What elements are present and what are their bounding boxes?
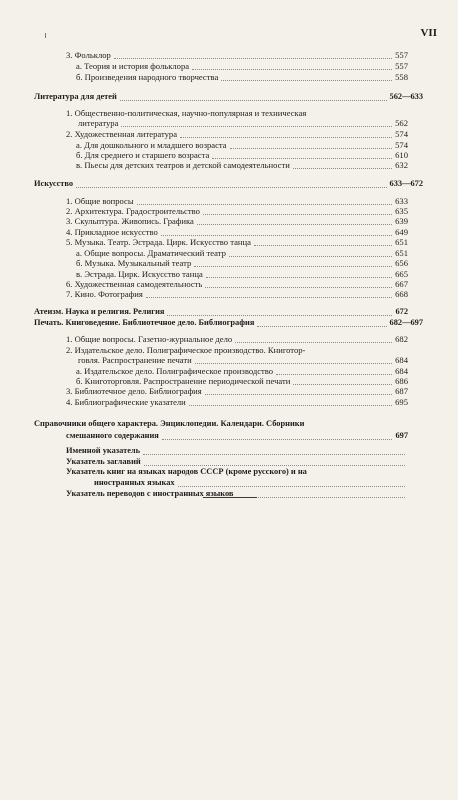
toc-entry-title: 4. Прикладное искусство (66, 227, 158, 237)
toc-entry-page: 668 (395, 289, 408, 299)
toc-section-art (34, 179, 423, 189)
toc-entry-title: 1. Общественно-политическая, научно-популярная и техническая (66, 108, 307, 118)
toc-entry-drama (76, 248, 408, 258)
toc-entry-page: 635 (395, 206, 408, 216)
toc-entry-title: 3. Фольклор (66, 50, 111, 60)
toc-entry-estrada (76, 269, 408, 279)
toc-entry-title: б. Произведения народного творчества (76, 72, 219, 82)
dot-leader (195, 355, 392, 364)
dot-leader (161, 227, 392, 236)
toc-entry-page: 682 (395, 334, 408, 344)
dot-leader (205, 279, 392, 288)
toc-entry-children-plays (76, 160, 408, 170)
toc-entry-publishing-cont (78, 355, 408, 365)
toc-entry-middle-senior (76, 150, 408, 160)
toc-entry-title: 2. Архитектура. Градостроительство (66, 206, 200, 216)
toc-entry-title: б. Для среднего и старшего возраста (76, 150, 210, 160)
dot-leader (144, 457, 405, 466)
dot-leader (192, 61, 392, 70)
dot-leader (229, 248, 392, 257)
toc-section-reference-cont (66, 431, 408, 441)
toc-entry-music-theatre (66, 237, 408, 247)
toc-entry-page: 665 (395, 269, 408, 279)
toc-entry-children-nonfiction-cont (78, 118, 408, 128)
toc-entry-page: 651 (395, 237, 408, 247)
toc-section-title: Атеизм. Наука и религия. Религия (34, 307, 165, 316)
dot-leader (137, 196, 392, 205)
toc-entry-children-fiction (66, 129, 408, 139)
dot-leader (194, 258, 392, 267)
toc-entry-title: а. Для дошкольного и младшего возраста (76, 140, 227, 150)
toc-entry-title: 7. Кино. Фотография (66, 289, 143, 299)
toc-section-title: Литература для детей (34, 92, 117, 101)
toc-entry-title: 3. Скульптура. Живопись. Графика (66, 216, 194, 226)
toc-entry-sculpture (66, 216, 408, 226)
toc-entry-page: 656 (395, 258, 408, 268)
dot-leader (180, 129, 392, 138)
toc-entry-children-nonfiction (66, 108, 408, 118)
toc-entry-title: а. Издательское дело. Полиграфическое производство (76, 366, 274, 376)
toc-entry-folk-works (76, 72, 408, 82)
dot-leader (212, 150, 392, 159)
toc-section-title: Искусство (34, 179, 74, 188)
toc-entry-page: 639 (395, 216, 408, 226)
toc-entry-page: 558 (395, 72, 408, 82)
toc-section-reference: Справочники общего характера. Энциклопедии. Календари. Сборники (34, 419, 305, 428)
toc-entry-title: б. Музыка. Музыкальный театр (76, 258, 192, 268)
toc-section-pages: 633—672 (389, 179, 423, 188)
toc-entry-page: 574 (395, 140, 408, 150)
toc-index-ussr-languages-cont (94, 478, 408, 488)
toc-entry-cinema (66, 289, 408, 299)
toc-entry-page: 610 (395, 150, 408, 160)
toc-entry-page: 695 (395, 397, 408, 407)
toc-entry-page: 633 (395, 196, 408, 206)
dot-leader (197, 216, 392, 225)
toc-index-names (66, 446, 408, 456)
toc-entry-page: 649 (395, 227, 408, 237)
toc-entry-preschool (76, 140, 408, 150)
dot-leader (235, 334, 392, 343)
dot-leader (221, 72, 392, 81)
dot-leader (143, 446, 405, 455)
toc-entry-title: говля. Распространение печати (78, 355, 192, 365)
toc-entry-bibliographic-indexes (66, 397, 408, 407)
toc-section-pages: 672 (395, 307, 408, 316)
toc-entry-title: 2. Художественная литература (66, 129, 178, 139)
dot-leader (254, 237, 392, 246)
dot-leader (236, 489, 405, 498)
dot-leader (203, 206, 392, 215)
toc-entry-page: 651 (395, 248, 408, 258)
toc-entry-page: 562 (395, 118, 408, 128)
toc-section-pages: 682—697 (389, 318, 423, 327)
toc-entry-page: 684 (395, 355, 408, 365)
toc-entry-title: иностранных языках (94, 478, 175, 487)
dot-leader (276, 366, 392, 375)
dot-leader (293, 376, 392, 385)
toc-entry-page: 557 (395, 50, 408, 60)
toc-entry-printing (76, 366, 408, 376)
toc-entry-title: литература (78, 118, 119, 128)
toc-entry-title: в. Пьесы для детских театров и детской самодеятельности (76, 160, 290, 170)
toc-entry-page: 557 (395, 61, 408, 71)
toc-entry-applied-art (66, 227, 408, 237)
toc-section-pages: 562—633 (389, 92, 423, 101)
toc-section-press (34, 318, 423, 328)
toc-entry-page: 684 (395, 366, 408, 376)
toc-entry-art-general (66, 196, 408, 206)
dot-leader (167, 307, 392, 316)
toc-entry-folklore (66, 50, 408, 60)
toc-entry-title: 5. Музыка. Театр. Эстрада. Цирк. Искусство танца (66, 237, 251, 247)
dot-leader (114, 50, 392, 59)
dot-leader (178, 478, 405, 487)
toc-entry-music (76, 258, 408, 268)
dot-leader (257, 318, 386, 327)
dot-leader (162, 431, 393, 440)
toc-entry-folklore-theory (76, 61, 408, 71)
toc-entry-title: б. Книготорговля. Распространение периодической печати (76, 376, 291, 386)
toc-index-ussr-languages: Указатель книг на языках народов СССР (кроме русского) и на (66, 467, 307, 476)
toc-entry-page: 687 (395, 386, 408, 396)
toc-index-titles (66, 457, 408, 467)
dot-leader (146, 289, 392, 298)
toc-entry-title: в. Эстрада. Цирк. Искусство танца (76, 269, 203, 279)
dot-leader (120, 92, 387, 101)
dot-leader (205, 386, 392, 395)
toc-section-title: Печать. Книговедение. Библиотечное дело. Библиография (34, 318, 255, 327)
toc-entry-title: Именной указатель (66, 446, 141, 455)
dot-leader (230, 140, 393, 149)
toc-section-atheism (34, 307, 408, 317)
dot-leader (121, 118, 392, 127)
toc-entry-book-trade (76, 376, 408, 386)
dot-leader (206, 269, 392, 278)
toc-entry-amateur-art (66, 279, 408, 289)
toc-entry-title: 4. Библиографические указатели (66, 397, 186, 407)
toc-entry-title: 6. Художественная самодеятельность (66, 279, 203, 289)
toc-entry-title: а. Общие вопросы. Драматический театр (76, 248, 226, 258)
toc-entry-title: 1. Общие вопросы (66, 196, 134, 206)
toc-entry-page: 667 (395, 279, 408, 289)
toc-entry-library (66, 386, 408, 396)
dot-leader (189, 397, 392, 406)
toc-section-children-literature (34, 92, 423, 102)
page-number: VII (420, 27, 437, 39)
toc-entry-page: 632 (395, 160, 408, 170)
toc-entry-title: а. Теория и история фольклора (76, 61, 190, 71)
toc-entry-title: Указатель переводов с иностранных языков (66, 489, 234, 498)
toc-entry-architecture (66, 206, 408, 216)
toc-entry-title: 1. Общие вопросы. Газетно-журнальное дело (66, 334, 233, 344)
toc-entry-title: Указатель заглавий (66, 457, 141, 466)
dot-leader (76, 179, 386, 188)
toc-entry-page: 686 (395, 376, 408, 386)
toc-entry-title: 3. Библиотечное дело. Библиография (66, 386, 202, 396)
toc-entry-page: 574 (395, 129, 408, 139)
toc-entry-publishing (66, 345, 408, 355)
toc-section-pages: 697 (395, 431, 408, 440)
dot-leader (293, 160, 392, 169)
toc-entry-title: 2. Издательское дело. Полиграфическое производство. Книготор- (66, 345, 306, 355)
end-rule (203, 497, 257, 498)
toc-entry-press-general (66, 334, 408, 344)
toc-section-title: смешанного содержания (66, 431, 159, 440)
